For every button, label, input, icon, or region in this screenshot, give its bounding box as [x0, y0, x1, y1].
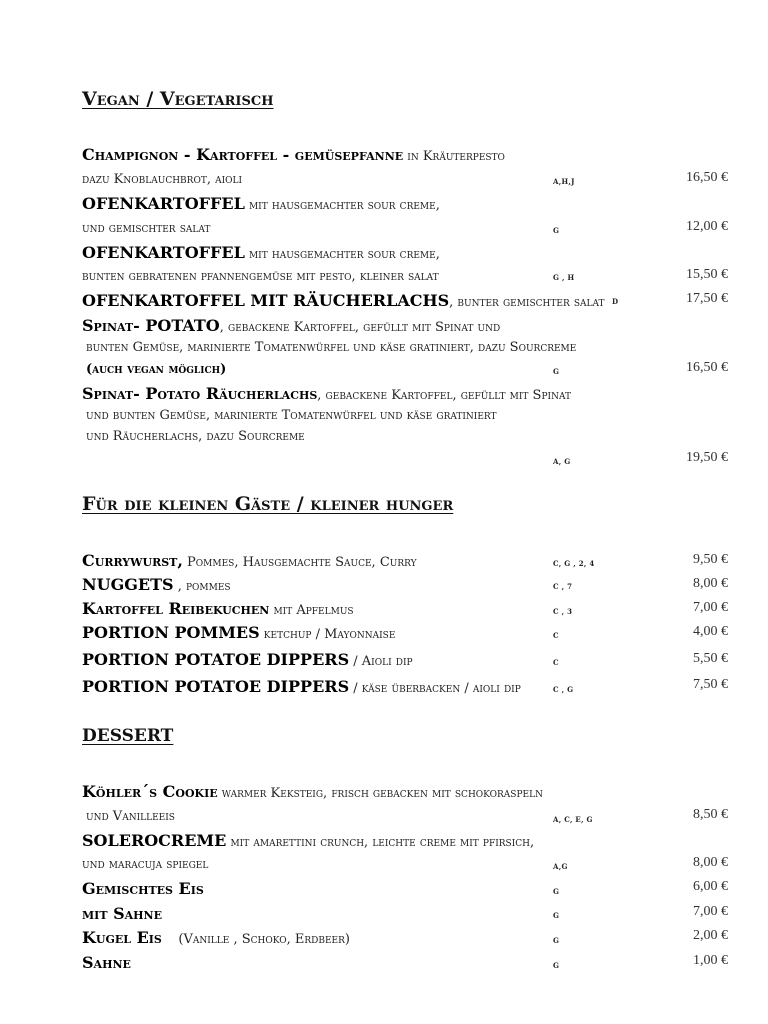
allergen-code: C	[553, 658, 559, 667]
allergen-code: D	[612, 297, 619, 306]
menu-item-title-line	[82, 650, 413, 669]
dish-description: , pommes	[173, 579, 231, 594]
allergen-code: G	[553, 936, 560, 945]
dish-description: mit hausgemachter sour creme,	[244, 198, 440, 213]
dish-description-line: und Räucherlachs, dazu Sourcreme	[86, 429, 305, 444]
price: 1,00 €	[693, 953, 728, 968]
dish-name: OFENKARTOFFEL	[82, 194, 245, 213]
dish-name: SOLEROCREME	[82, 831, 227, 850]
allergen-code: G	[553, 911, 560, 920]
dish-description-line: und Vanilleeis	[86, 809, 175, 824]
price: 7,00 €	[693, 904, 728, 919]
dish-name: Currywurst,	[82, 551, 183, 570]
allergen-code: G	[553, 961, 560, 970]
allergen-code: C , 7	[553, 582, 573, 591]
price: 7,00 €	[693, 600, 728, 615]
price: 8,00 €	[693, 855, 728, 870]
allergen-code: C, G , 2, 4	[553, 559, 595, 568]
allergen-code: A,G	[553, 862, 568, 871]
section-heading-vegan: Vegan / Vegetarisch	[82, 88, 274, 110]
dish-name: NUGGETS	[82, 575, 174, 594]
dish-name: PORTION POMMES	[82, 623, 260, 642]
price: 9,50 €	[693, 552, 728, 567]
allergen-code: G , H	[553, 273, 575, 282]
dish-description: warmer Keksteig, frisch gebacken mit schokoraspeln	[217, 786, 543, 801]
menu-item-title-line	[82, 623, 395, 642]
dish-name: Sahne	[82, 953, 131, 972]
dish-description: (Vanille , Schoko, Erdbeer)	[161, 932, 350, 947]
menu-item-title-line	[82, 953, 131, 972]
price: 15,50 €	[686, 267, 728, 282]
dish-name: Spinat- POTATO	[82, 316, 220, 335]
menu-item-title-line	[82, 551, 417, 570]
dish-description-line: und bunten Gemüse, marinierte Tomatenwürfel und käse gratiniert	[86, 408, 497, 423]
dish-description-line: bunten Gemüse, marinierte Tomatenwürfel und käse gratiniert, dazu Sourcreme	[86, 340, 577, 355]
dish-description-line: bunten gebratenen pfannengemüse mit pesto, kleiner salat	[82, 269, 439, 284]
dish-description: , bunter gemischter salat	[449, 295, 605, 310]
menu-item-title-line	[82, 782, 543, 801]
price: 7,50 €	[693, 677, 728, 692]
dish-description: / käse überbacken / aioli dip	[349, 681, 521, 696]
section-heading-kids: Für die kleinen Gäste / kleiner hunger	[82, 493, 454, 515]
allergen-code: A, G	[553, 457, 571, 466]
price: 17,50 €	[686, 291, 728, 306]
menu-item-title-line	[82, 194, 440, 213]
price: 19,50 €	[686, 450, 728, 465]
dish-name: Kugel Eis	[82, 928, 162, 947]
menu-item-title-line	[82, 879, 204, 898]
menu-item-title-line	[82, 928, 350, 947]
dish-description: Pommes, Hausgemachte Sauce, Curry	[182, 555, 417, 570]
dish-description: mit Apfelmus	[269, 603, 354, 618]
dish-description: in Kräuterpesto	[403, 149, 505, 164]
dish-name: Köhler´s Cookie	[82, 782, 218, 801]
dish-description-line: und maracuja spiegel	[82, 857, 209, 872]
dish-description: mit hausgemachter sour creme,	[244, 247, 440, 262]
allergen-code: G	[553, 887, 560, 896]
allergen-code: C , G	[553, 685, 574, 694]
price: 6,00 €	[693, 879, 728, 894]
menu-item-title-line	[82, 384, 571, 403]
price: 8,00 €	[693, 576, 728, 591]
price: 16,50 €	[686, 360, 728, 375]
vegan-note: (auch vegan möglich)	[86, 362, 227, 377]
dish-description: , gebackene Kartoffel, gefüllt mit Spinat	[317, 388, 571, 403]
dish-name: Spinat- Potato Räucherlachs	[82, 384, 318, 403]
price: 8,50 €	[693, 807, 728, 822]
dish-name: Champignon - Kartoffel - gemüsepfanne	[82, 145, 404, 164]
allergen-code: A, C, E, G	[553, 815, 593, 824]
allergen-code: G	[553, 226, 560, 235]
allergen-code: C	[553, 631, 559, 640]
menu-item-title-line	[82, 831, 534, 850]
allergen-code: A,H,J	[553, 177, 575, 186]
menu-item-title-line	[82, 575, 231, 594]
menu-item-title-line	[82, 243, 440, 262]
price: 2,00 €	[693, 928, 728, 943]
dish-name: PORTION POTATOE DIPPERS	[82, 650, 350, 669]
price: 5,50 €	[693, 651, 728, 666]
dish-name: mit Sahne	[82, 904, 162, 923]
menu-item-title-line	[82, 316, 500, 335]
dish-description: , gebackene Kartoffel, gefüllt mit Spinat und	[219, 320, 501, 335]
menu-item-title-line	[82, 599, 354, 618]
menu-item-title-line	[82, 677, 521, 696]
dish-name: OFENKARTOFFEL MIT RÄUCHERLACHS	[82, 291, 450, 310]
section-heading-dessert: DESSERT	[82, 726, 174, 746]
dish-name: OFENKARTOFFEL	[82, 243, 245, 262]
price: 16,50 €	[686, 170, 728, 185]
dish-description: ketchup / Mayonnaise	[259, 627, 396, 642]
menu-item-title-line	[82, 291, 605, 310]
menu-item-title-line	[82, 904, 162, 923]
allergen-code: C , 3	[553, 607, 573, 616]
dish-name: Kartoffel Reibekuchen	[82, 599, 270, 618]
price: 4,00 €	[693, 624, 728, 639]
dish-description-line: dazu Knoblauchbrot, aioli	[82, 172, 243, 187]
price: 12,00 €	[686, 219, 728, 234]
dish-description-line: und gemischter salat	[82, 221, 211, 236]
allergen-code: G	[553, 367, 560, 376]
dish-description: / Aioli dip	[349, 654, 413, 669]
menu-item-title-line	[82, 145, 505, 164]
dish-name: Gemischtes Eis	[82, 879, 204, 898]
dish-name: PORTION POTATOE DIPPERS	[82, 677, 350, 696]
dish-description: mit amarettini crunch, leichte creme mit pfirsich,	[226, 835, 535, 850]
